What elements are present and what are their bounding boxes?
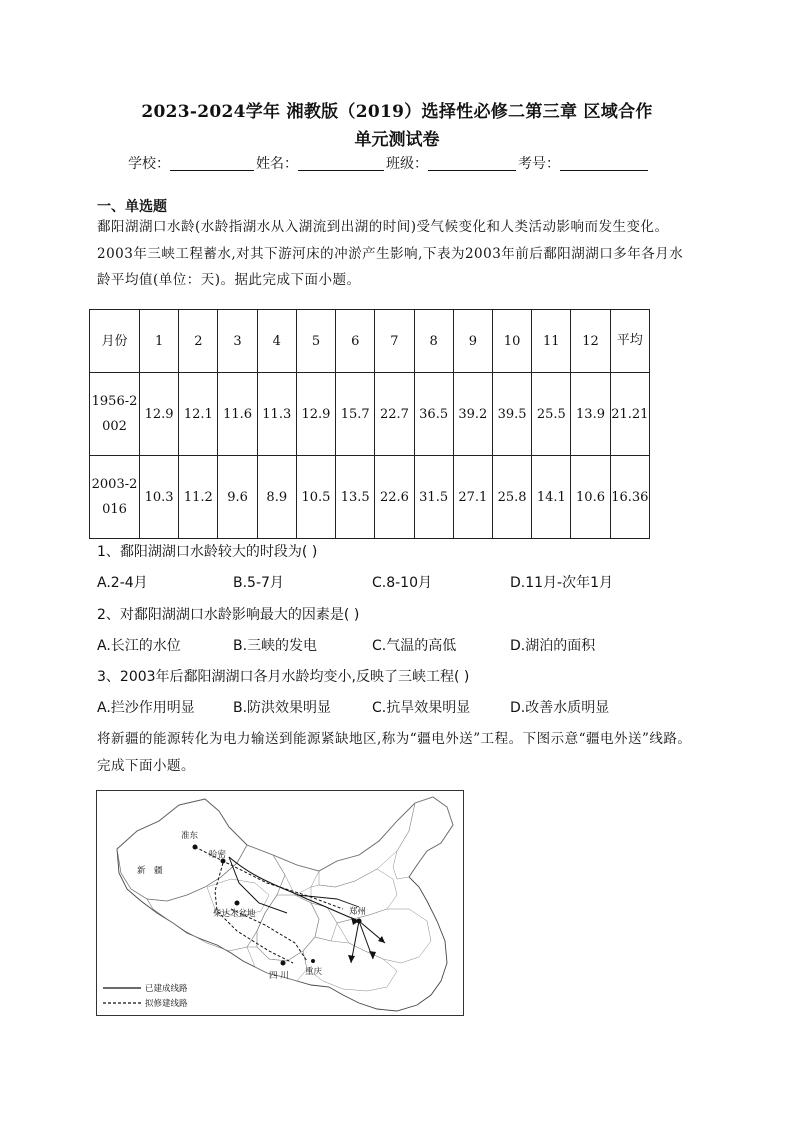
table-row	[90, 456, 650, 539]
arrowhead-southwest	[348, 955, 355, 963]
passage-xinjiang-power: 将新疆的能源转化为电力输送到能源紧缺地区,称为“疆电外送”工程。下图示意“疆电外送”线路。完成下面小题。	[97, 731, 692, 774]
table-header-cell: 月份	[90, 310, 140, 373]
table-cell: 1956-2002	[90, 373, 140, 456]
table-cell: 11.3	[257, 373, 296, 456]
sichuan-dot	[281, 961, 286, 966]
table-cell: 8.9	[257, 456, 296, 539]
table-cell: 39.5	[492, 373, 531, 456]
power-transmission-map	[96, 790, 464, 1016]
passage-poyang: 鄱阳湖湖口水龄(水龄指湖水从入湖流到出湖的时间)受气候变化和人类活动影响而发生变化。2003年三峡工程蓄水,对其下游河床的冲淤产生影响,下表为2003年前后鄱阳湖湖口多年各月水龄平均值(单位：天)。据此完成下面小题。	[97, 219, 684, 288]
question-3-option-a[interactable]: A.拦沙作用明显	[97, 700, 195, 716]
question-1-option-c[interactable]: C.8-10月	[372, 575, 432, 591]
question-2-option-c[interactable]: C.气温的高低	[372, 638, 457, 654]
question-1-stem: 1、鄱阳湖湖口水龄较大的时段为( )	[97, 544, 318, 560]
table-cell: 15.7	[336, 373, 375, 456]
table-cell: 22.6	[375, 456, 414, 539]
table-cell: 39.2	[453, 373, 492, 456]
label-zhundong: 准东	[181, 831, 199, 841]
chongqing-boundary	[311, 903, 337, 941]
label-chongqing: 重庆	[305, 967, 323, 977]
question-3-option-b[interactable]: B.防洪效果明显	[233, 700, 332, 716]
school-blank[interactable]	[170, 156, 254, 171]
table-header-cell: 6	[336, 310, 375, 373]
table-header-cell: 平均	[610, 310, 649, 373]
qaidam-dot	[235, 901, 240, 906]
table-header-cell: 10	[492, 310, 531, 373]
label-hami: 哈密	[209, 850, 227, 860]
gansu-boundary	[247, 845, 319, 895]
table-header-cell: 11	[532, 310, 571, 373]
table-row	[90, 373, 650, 456]
table-cell: 16.36	[610, 456, 649, 539]
table-cell: 12.9	[140, 373, 179, 456]
zhundong-dot	[193, 845, 198, 850]
table-cell: 25.5	[532, 373, 571, 456]
question-1-option-d[interactable]: D.11月-次年1月	[510, 575, 614, 591]
question-1-option-a[interactable]: A.2-4月	[97, 575, 148, 591]
exam-number-blank[interactable]	[560, 156, 648, 171]
table-cell: 31.5	[414, 456, 453, 539]
name-blank[interactable]	[298, 156, 384, 171]
table-header-cell: 4	[257, 310, 296, 373]
sichuan-boundary	[257, 895, 319, 961]
legend-built-label: 已建成线路	[145, 984, 188, 994]
exam-number-label: 考号：	[518, 156, 560, 172]
table-header-cell: 8	[414, 310, 453, 373]
label-xinjiang: 新 疆	[137, 866, 163, 876]
table-header-cell: 5	[296, 310, 335, 373]
question-3-stem: 3、2003年后鄱阳湖湖口各月水龄均变小,反映了三峡工程( )	[97, 669, 470, 685]
table-cell: 14.1	[532, 456, 571, 539]
table-header-cell: 1	[140, 310, 179, 373]
table-cell: 9.6	[218, 456, 257, 539]
arrowhead-east	[378, 936, 385, 943]
school-label: 学校：	[128, 156, 170, 172]
table-cell: 12.9	[296, 373, 335, 456]
table-header-cell: 12	[571, 310, 610, 373]
table-header-cell: 2	[179, 310, 218, 373]
table-cell: 25.8	[492, 456, 531, 539]
table-cell: 27.1	[453, 456, 492, 539]
water-age-table	[89, 309, 650, 539]
table-cell: 36.5	[414, 373, 453, 456]
question-2-stem: 2、对鄱阳湖湖口水龄影响最大的因素是( )	[97, 607, 360, 623]
table-cell: 12.1	[179, 373, 218, 456]
table-cell: 13.9	[571, 373, 610, 456]
class-label: 班级：	[386, 156, 428, 172]
question-2-option-d[interactable]: D.湖泊的面积	[510, 638, 596, 654]
label-zhengzhou: 郑州	[349, 907, 367, 917]
label-qaidam: 柴达木盆地	[213, 909, 256, 919]
south-provinces-boundary	[303, 937, 397, 991]
question-2-option-a[interactable]: A.长江的水位	[97, 638, 181, 654]
label-sichuan: 四 川	[269, 971, 289, 981]
legend-planned-label: 拟修建线路	[145, 999, 188, 1009]
question-2-option-b[interactable]: B.三峡的发电	[233, 638, 318, 654]
arrowhead-south	[369, 951, 376, 959]
table-cell: 11.6	[218, 373, 257, 456]
student-info-line	[128, 153, 688, 173]
name-label: 姓名：	[256, 156, 298, 172]
table-cell: 11.2	[179, 456, 218, 539]
exam-title: 2023-2024学年 湘教版（2019）选择性必修二第三章 区域合作	[141, 102, 653, 122]
table-cell: 13.5	[336, 456, 375, 539]
xinjiang-boundary	[117, 799, 247, 901]
question-1-option-b[interactable]: B.5-7月	[233, 575, 284, 591]
table-cell: 22.7	[375, 373, 414, 456]
question-3-option-d[interactable]: D.改善水质明显	[510, 700, 610, 716]
section-title: 一、单选题	[97, 199, 167, 215]
table-cell: 10.6	[571, 456, 610, 539]
question-3-option-c[interactable]: C.抗旱效果明显	[372, 700, 471, 716]
table-cell: 21.21	[610, 373, 649, 456]
table-cell: 10.5	[296, 456, 335, 539]
table-header-cell: 3	[218, 310, 257, 373]
table-header-cell: 9	[453, 310, 492, 373]
table-cell: 10.3	[140, 456, 179, 539]
table-cell: 2003-2016	[90, 456, 140, 539]
table-header-cell: 7	[375, 310, 414, 373]
exam-subtitle: 单元测试卷	[354, 130, 440, 150]
table-header-row	[90, 310, 650, 373]
class-blank[interactable]	[428, 156, 516, 171]
chongqing-dot	[311, 959, 315, 963]
zhengzhou-dot	[357, 919, 362, 924]
